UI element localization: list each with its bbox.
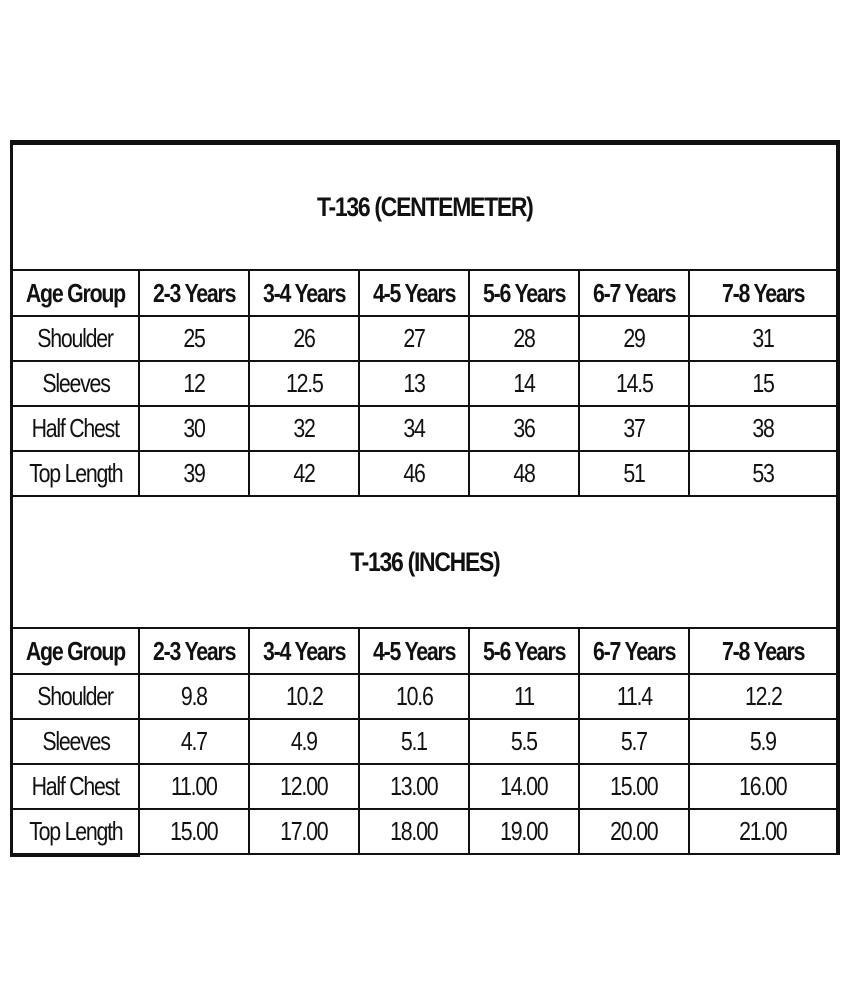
table-cell [249,764,359,809]
column-header-text: 2-3 Years [152,635,236,666]
column-header-text: 7-8 Years [721,635,805,666]
cell-value: 36 [513,413,535,443]
table-header-row [13,270,836,316]
table-cell [579,764,689,809]
table-cell [139,809,249,854]
cell-value: 37 [623,413,645,443]
cell-value: 13 [403,368,425,398]
table-title-row [13,145,836,270]
cell-value: 11.4 [616,681,652,711]
cell-value: 46 [403,458,425,488]
cell-value: 42 [293,458,315,488]
table-bottom-rule [10,853,140,857]
cell-value: 28 [513,323,535,353]
cell-value: 38 [752,413,774,443]
column-header-text: 2-3 Years [152,277,236,308]
row-label [13,451,139,496]
table-cell [139,451,249,496]
column-header-6-7-years [579,628,689,674]
table-cell [579,361,689,406]
cell-value: 11 [514,681,534,711]
cell-value: 48 [513,458,535,488]
table-cell [689,809,836,854]
column-header-7-8-years [689,270,836,316]
column-header-text: 4-5 Years [372,635,456,666]
table-cell [359,316,469,361]
table-cell [359,451,469,496]
table-cell [139,361,249,406]
table-cell [249,316,359,361]
table-cell [469,451,579,496]
cell-value: 11.00 [171,771,217,801]
table-cell [249,719,359,764]
column-header-text: 7-8 Years [721,277,805,308]
table-cell [469,674,579,719]
table-cell [249,406,359,451]
cell-value: 9.8 [181,681,207,711]
cell-value: 15.00 [610,771,658,801]
table-cell [469,764,579,809]
table-cell [469,719,579,764]
table-row [13,809,836,854]
table-cell [139,764,249,809]
table-cell [359,406,469,451]
table-cell [469,809,579,854]
row-label-text: Sleeves [41,368,110,398]
table-cell [469,361,579,406]
cell-value: 53 [752,458,774,488]
cell-value: 12.5 [285,368,323,398]
column-header-age-group [13,270,139,316]
inches-table-title [13,496,836,628]
cell-value: 27 [403,323,425,353]
row-label [13,406,139,451]
table-row [13,361,836,406]
table-cell [249,451,359,496]
table-cell [139,316,249,361]
size-chart-table [13,145,836,855]
table-cell [689,451,836,496]
cell-value: 10.2 [285,681,323,711]
table-cell [689,719,836,764]
column-header-3-4-years [249,628,359,674]
table-cell [689,764,836,809]
row-label-text: Top Length [28,816,123,846]
cell-value: 31 [752,323,774,353]
cell-value: 18.00 [390,816,438,846]
table-cell [359,809,469,854]
cell-value: 21.00 [739,816,787,846]
column-header-7-8-years [689,628,836,674]
cell-value: 25 [183,323,205,353]
row-label [13,674,139,719]
table-cell [579,406,689,451]
table-row [13,719,836,764]
column-header-6-7-years [579,270,689,316]
cell-value: 12 [183,368,205,398]
column-header-4-5-years [359,628,469,674]
column-header-text: 6-7 Years [592,277,676,308]
table-cell [689,361,836,406]
table-cell [579,316,689,361]
table-cell [689,316,836,361]
cell-value: 12.2 [744,681,782,711]
column-header-text: 5-6 Years [482,635,566,666]
column-header-text: 3-4 Years [262,635,346,666]
cell-value: 15.00 [170,816,218,846]
table-row [13,764,836,809]
column-header-text: 3-4 Years [262,277,346,308]
cell-value: 5.9 [750,726,776,756]
cell-value: 14 [513,368,535,398]
row-label-text: Shoulder [37,323,114,353]
cell-value: 19.00 [500,816,548,846]
table-cell [359,764,469,809]
table-cell [139,719,249,764]
table-cell [249,361,359,406]
cell-value: 13.00 [390,771,438,801]
row-label [13,764,139,809]
column-header-5-6-years [469,628,579,674]
cell-value: 26 [293,323,315,353]
table-cell [689,406,836,451]
row-label-text: Shoulder [37,681,114,711]
table-cell [249,674,359,719]
table-row [13,316,836,361]
table-row [13,674,836,719]
cell-value: 10.6 [395,681,433,711]
table-cell [359,674,469,719]
table-cell [359,361,469,406]
row-label-text: Half Chest [31,771,120,801]
table-header-row [13,628,836,674]
table-cell [689,674,836,719]
table-title-row [13,496,836,628]
table-title-text: T-136 (INCHES) [349,546,500,577]
row-label [13,809,139,854]
row-label [13,316,139,361]
table-cell [469,406,579,451]
row-label-text: Half Chest [31,413,120,443]
column-header-age-group [13,628,139,674]
cell-value: 5.1 [401,726,427,756]
table-cell [469,316,579,361]
row-label-text: Sleeves [41,726,110,756]
cell-value: 4.9 [291,726,317,756]
column-header-5-6-years [469,270,579,316]
table-row [13,406,836,451]
column-header-2-3-years [139,270,249,316]
column-header-text: Age Group [25,635,126,666]
column-header-text: Age Group [25,277,126,308]
cell-value: 14.5 [615,368,653,398]
table-cell [139,406,249,451]
row-label [13,719,139,764]
column-header-text: 4-5 Years [372,277,456,308]
table-cell [359,719,469,764]
cell-value: 20.00 [610,816,658,846]
cell-value: 32 [293,413,315,443]
cell-value: 17.00 [280,816,328,846]
centimeter-table-title [13,145,836,270]
table-cell [579,809,689,854]
cell-value: 51 [623,458,645,488]
column-header-4-5-years [359,270,469,316]
table-cell [249,809,359,854]
size-chart [10,140,840,855]
table-row [13,451,836,496]
cell-value: 34 [403,413,425,443]
cell-value: 16.00 [739,771,787,801]
cell-value: 30 [183,413,205,443]
table-title-text: T-136 (CENTEMETER) [316,191,533,222]
table-cell [579,451,689,496]
table-cell [579,674,689,719]
cell-value: 39 [183,458,205,488]
cell-value: 5.7 [621,726,647,756]
table-cell [579,719,689,764]
cell-value: 15 [752,368,774,398]
column-header-2-3-years [139,628,249,674]
cell-value: 5.5 [511,726,537,756]
cell-value: 29 [623,323,645,353]
cell-value: 14.00 [500,771,548,801]
column-header-text: 6-7 Years [592,635,676,666]
cell-value: 4.7 [181,726,207,756]
cell-value: 12.00 [280,771,328,801]
row-label [13,361,139,406]
table-cell [139,674,249,719]
column-header-text: 5-6 Years [482,277,566,308]
row-label-text: Top Length [28,458,123,488]
column-header-3-4-years [249,270,359,316]
